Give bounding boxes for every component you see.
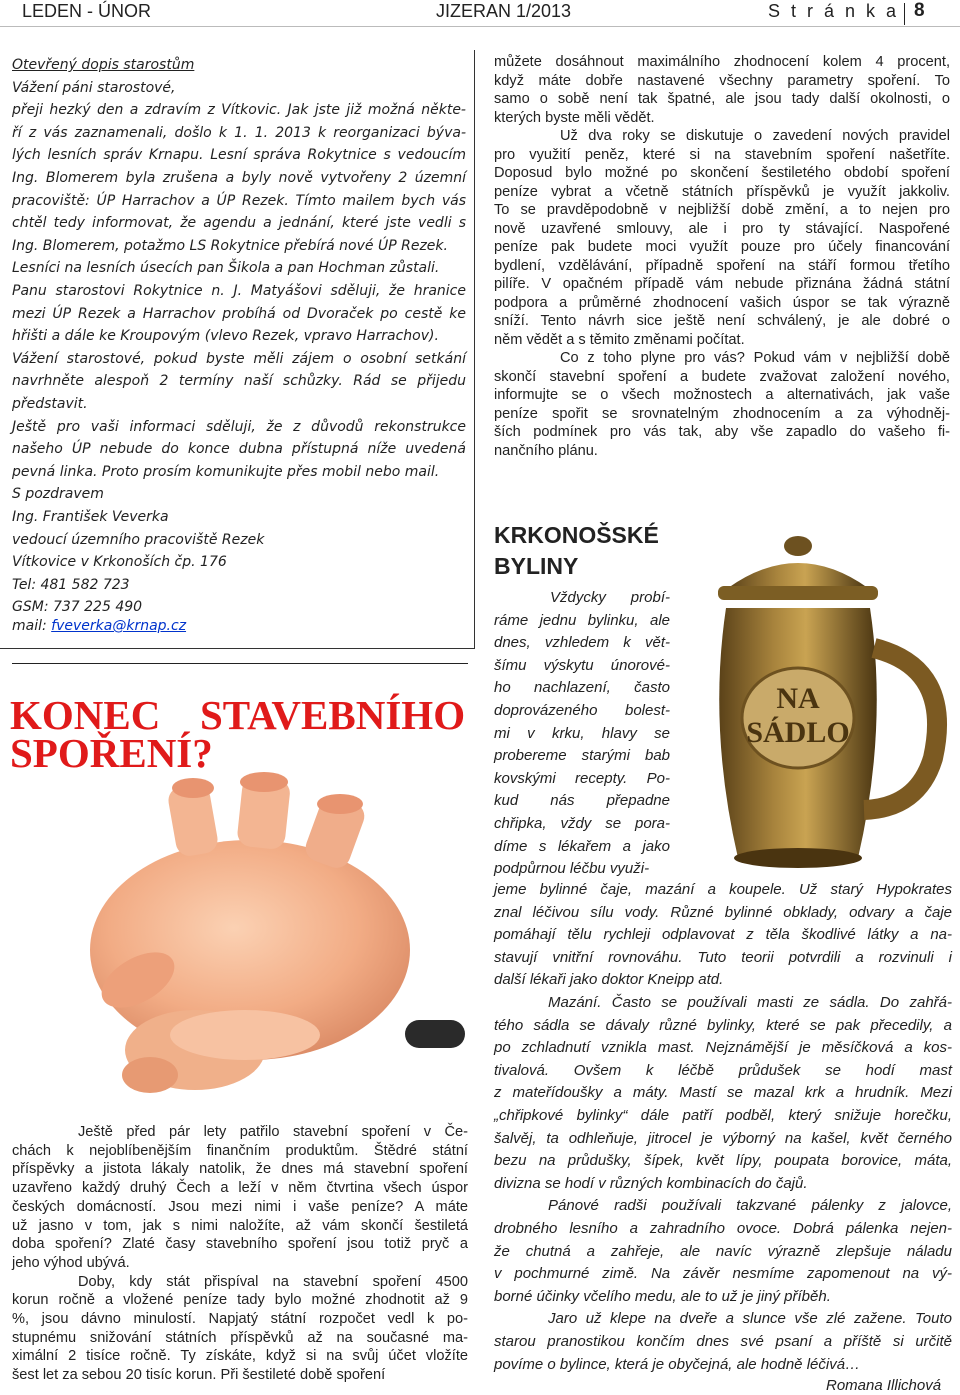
text-line: nově uzavřené smlouvy, ale i pro ty stávající. Naspořené <box>494 220 950 237</box>
letter-line: představit. <box>12 396 88 412</box>
letter-line: přeji hezký den a zdravím z Vítkovic. Jak jste již možná někte- <box>12 102 466 119</box>
text-line: korun ročně a vložené peníze tady bylo možné zhodnotit až 9 <box>12 1292 468 1309</box>
letter-line: Ing. Blomerem byla zrušena a byly nově vytvořeny 2 územní <box>12 170 466 186</box>
letter-line: GSM: 737 225 490 <box>12 599 143 616</box>
text-line: peníze vybrat a včetně státních příspěvků je využít jakkoliv. <box>494 183 950 200</box>
text-line: Doposud bylo možné po skončení šestiletého období spoření <box>494 165 950 181</box>
text-line: pro využití peněz, které si na stavebním spoření našetříte. <box>494 146 950 163</box>
letter-line: Ing. Blomerem, potažmo LS Rokytnice přebírá nové ÚP Rezek. <box>12 237 448 254</box>
text-line: můžete dosáhnout maximálního zhodnocení kolem 4 procent, <box>494 54 950 70</box>
mug-label-line-2: SÁDLO <box>746 716 850 749</box>
letter-line: Vážení starostové, pokud byste měli zájem o osobní setkání <box>12 350 466 367</box>
mug-label-line-1: NA <box>776 682 820 715</box>
text-line: To se pravděpodobně v nejbližší době změní, a to nejen pro <box>494 202 950 218</box>
text-line: chřipka, vždy se pora- <box>494 815 670 832</box>
text-line: peníze spořit se srovnatelným zhodnocením a za výhodněj- <box>494 405 950 422</box>
text-line: pilíře. V opačném případě vám nebude přiznána žádná státní <box>494 276 950 292</box>
herbal-mug-image <box>678 528 960 888</box>
text-line: Co z toho plyne pro vás? Pokud vám v nejbližší době <box>560 350 950 366</box>
text-line: znal léčivou sílu vody. Různé bylinné obklady, odvary a čaje <box>494 903 952 921</box>
header-page-number: 8 <box>914 0 925 21</box>
text-line: Vždycky probí- <box>550 589 670 606</box>
text-line: šalvěj, ta odhleňuje, jitrocel je výborný na kašel, květ černého <box>494 1129 952 1147</box>
letter-mail-link[interactable]: fveverka@krnap.cz <box>51 618 187 634</box>
letter-line: lých lesních správ Krnapu. Lesní správa Rokytnice s vedoucím <box>12 147 466 164</box>
letter-line: Vážení páni starostové, <box>12 79 176 96</box>
text-line: chách k nejoblíbenějším finančním produktům. Štědré státní <box>12 1142 468 1159</box>
text-line: díme s lékařem a jako <box>494 837 670 855</box>
text-line: starou pranostikou končím dnes své psaní a příště si určitě <box>494 1333 952 1350</box>
text-line: Už dva roky se diskutuje o zavedení nových pravidel <box>560 128 950 144</box>
text-line: Jaro už klepe na dveře a slunce vše zlé zažene. Touto <box>548 1310 952 1328</box>
letter-line: mezi ÚP Rezek a Harrachov probíhá od Dvoraček po cestě ke <box>12 305 466 322</box>
text-line: stavují vnitřní rovnováhu. Tuto teorii potvrdili a rozvinuli i <box>494 948 952 966</box>
text-line: Doby, kdy stát přispíval na stavební spoření 4500 <box>78 1273 468 1290</box>
letter-line: S pozdravem <box>12 486 104 503</box>
text-line: podpora a průměrné zhodnocení vašich úspor se tak výrazně <box>494 294 950 311</box>
text-line: kud nás přepadne <box>494 792 670 810</box>
text-line: ho nachlazení, často <box>494 679 670 697</box>
text-line: příspěvky a jistota lákaly natolik, že dnes má stavební spoření <box>12 1161 468 1178</box>
text-line: bezu na průdušky, šípek, květ lípy, poupata borovice, máta, <box>494 1152 952 1170</box>
text-line: tivalová. Ovšem k léčbě průdušek se hodí mast <box>494 1061 952 1079</box>
text-line: kovskými recepty. Po- <box>494 769 670 787</box>
letter-mail-label: mail: <box>12 618 52 634</box>
text-line: už jasno v tom, jak s nimi naložíte, až vám skončí šestiletá <box>12 1217 468 1234</box>
text-line: kterých byste měli vědět. <box>494 109 655 126</box>
header-issue-months: LEDEN - ÚNOR <box>22 1 152 21</box>
letter-line: Vítkovice v Krkonoších čp. 176 <box>12 554 227 571</box>
header-rule <box>0 26 960 27</box>
text-line: Pánové radši používali takzvané pálenky z jalovce, <box>548 1197 952 1215</box>
text-line: drobného lesního a zahradního ovoce. Dobrá pálenka nejen- <box>494 1220 952 1237</box>
text-line: divizna se hodí v různých kombinacích do čajů. <box>494 1174 808 1192</box>
letter-line: hřišti a dále ke Kroupovým (vlevo Rezek, vpravo Harrachov). <box>12 328 439 345</box>
letter-line: Panu starostovi Rokytnice n. J. Matyášovi sděluji, že hranice <box>12 283 466 299</box>
text-line: českých domácností. Jsou mezi nimi i vaše peníze? A máte <box>12 1198 468 1215</box>
letter-line: ří z vás zaznamenali, došlo k 1. 1. 2013 k reorganizaci býva- <box>12 124 466 141</box>
text-line: sníží. Tento návrh sice ještě není schválený, je ale dobré o <box>494 313 950 329</box>
text-line: že chutná a zahřeje, ale navíc výrazně zlepšuje náladu <box>494 1242 952 1260</box>
text-line: z mateřídoušky a máty. Mastí se mazal krk a hrudník. Mezi <box>494 1084 952 1102</box>
text-line: ších podmínek pro vás tak, aby vše zapadlo do vašeho fi- <box>494 424 950 440</box>
text-line: pomáhají tělu rychleji odplavovat z těla škodlivé látky a na- <box>494 926 952 944</box>
letter-mail-line <box>12 619 186 633</box>
text-line: skončí stavební spoření a budete zvažovat založení nového, <box>494 368 950 385</box>
letter-line: našeho ÚP nebude do konce dubna přístupná níže uvedená <box>12 441 466 458</box>
text-line: bydlení, vzdělávání, případně spoření na stáří formou třetího <box>494 257 950 274</box>
text-line: tého sádla se dávaly různé bylinky, které se pak přecedily, a <box>494 1016 952 1034</box>
text-line: Ještě před pár lety patřilo stavební spoření v Če- <box>78 1124 468 1140</box>
text-line: podpůrnou léčbu využi- <box>494 860 650 878</box>
article-title-word-1: KONEC <box>10 692 161 738</box>
letter-line: Ing. František Veverka <box>12 509 169 525</box>
text-line: šímu výskytu únorové- <box>494 656 670 674</box>
author-name: Romana Illichová <box>826 1377 942 1394</box>
letter-line: navrhněte alespoň 2 termíny naší schůzky. Rád se přijedu <box>12 373 466 390</box>
text-line: uzavřeno každý druhý Čech a leží v něm čtvrtina všech úspor <box>12 1180 468 1197</box>
text-line: „chřipkové bylinky“ dále patří podběl, který snižuje horečku, <box>494 1107 952 1124</box>
text-line: doba spoření? Zlaté časy stavebního spoření jsou totiž pryč a <box>12 1236 468 1253</box>
header-divider <box>904 3 905 25</box>
text-line: další lékaři jako doktor Kneipp atd. <box>494 971 724 989</box>
letter-line: Ještě pro vaši informaci sděluji, že z důvodů rekonstrukce <box>12 418 466 435</box>
text-line: samo o sobě není tak špatné, ale jsou tady další okolnosti, o <box>494 91 950 107</box>
text-line: dnes, vzhledem k vět- <box>494 634 670 652</box>
text-line: mi v krku, hlavy se <box>494 724 670 742</box>
text-line: ráme jednu bylinku, ale <box>494 611 670 629</box>
text-line: informujte se o všech možnostech a alternativách, jak vaše <box>494 387 950 403</box>
text-line: šest let za sebou 20 tisíc korun. Při šestileté době spoření <box>12 1367 386 1384</box>
herbs-title-line-1: KRKONOŠSKÉ <box>494 522 659 548</box>
letter-line: pracoviště: ÚP Harrachov a ÚP Rezek. Tímto mailem bych vás <box>12 192 466 209</box>
text-line: ximální 2 tisíce ročně. Ty získáte, když si na svůj účet vložíte <box>12 1348 468 1365</box>
letter-line: Lesníci na lesních úsecích pan Šikola a pan Hochman zůstali. <box>12 260 440 277</box>
letter-line: Tel: 481 582 723 <box>12 576 130 593</box>
letter-line: chtěl tedy informovat, že agendu a jednání, které jste vedli s <box>12 215 466 232</box>
text-line: nančního plánu. <box>494 442 598 459</box>
page-header <box>0 0 960 26</box>
text-line: v pochmurné zimě. Na závěr nesmíme zapomenout na vý- <box>494 1265 952 1283</box>
article-title-word-2: STAVEBNÍHO <box>200 692 466 738</box>
text-line: borné účinky včelího medu, ale to už je jiný příběh. <box>494 1287 831 1305</box>
text-line: probereme starými bab <box>494 747 670 765</box>
text-line: něm vědět a s těmito změnami počítat. <box>494 331 745 348</box>
text-line: když máte dobře nastavené všechny parametry spoření. To <box>494 72 950 89</box>
text-line: povíme o bylince, která je obyčejná, ale hodně léčivá… <box>494 1355 861 1373</box>
text-line: po zchladnutí vznikla mast. Nejznámější je měsíčková a kos- <box>494 1039 952 1057</box>
letter-line: pevná linka. Proto prosím komunikujte přes mobil nebo mail. <box>12 463 440 480</box>
text-line: jeme bylinné čaje, mazání a koupele. Už starý Hypokrates <box>494 881 952 898</box>
text-line: %, jsou dávno minulostí. Napjatý státní rozpočet vedl k po- <box>12 1311 468 1327</box>
text-line: Mazání. Často se používali masti ze sádla. Do zahřá- <box>548 994 952 1011</box>
herbs-title-line-2: BYLINY <box>494 553 579 579</box>
piggy-bank-image <box>20 770 480 1110</box>
header-magazine-title: JIZERAN 1/2013 <box>436 1 572 21</box>
letter-heading: Otevřený dopis starostům <box>12 57 195 73</box>
text-line: peníze pak budete moci využít pouze pro účely financování <box>494 239 950 255</box>
text-line: jeho výhod ubývá. <box>12 1254 130 1271</box>
text-line: stupnému snižování státních příspěvků až na současné ma- <box>12 1329 468 1346</box>
article-title-line-2: SPOŘENÍ? <box>10 730 213 776</box>
text-line: doprovázeného bolest- <box>494 702 670 719</box>
section-rule <box>12 663 468 664</box>
letter-line: vedoucí územního pracoviště Rezek <box>12 531 265 548</box>
header-page-label: S t r á n k a <box>768 1 900 21</box>
